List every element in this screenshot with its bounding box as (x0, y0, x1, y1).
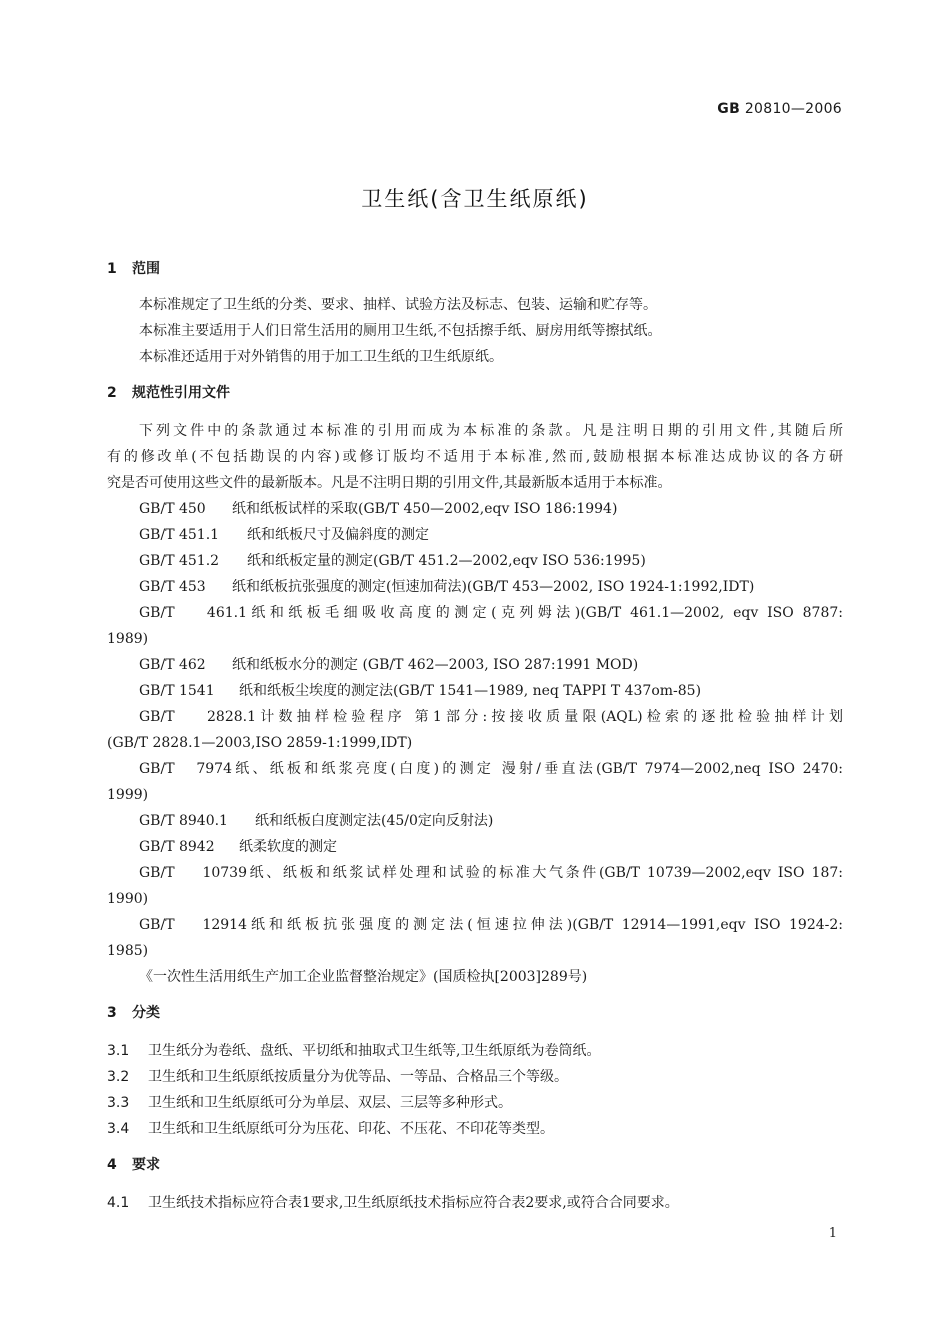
reference-code: GB/T 461.1 (139, 605, 247, 621)
reference-item (107, 574, 843, 600)
section-title: 要求 (132, 1157, 160, 1173)
reference-code: GB/T 451.2 (139, 553, 220, 569)
section-2-heading (107, 380, 843, 406)
reference-title: 纸、纸板和纸浆亮度(白度)的测定 漫射/垂直法(GB/T 7974—2002,neq ISO 2470: (232, 761, 843, 777)
document-code (717, 101, 842, 117)
clause-text: 卫生纸和卫生纸原纸可分为压花、印花、不压花、不印花等类型。 (148, 1121, 554, 1137)
clause-text: 卫生纸和卫生纸原纸按质量分为优等品、一等品、合格品三个等级。 (148, 1069, 568, 1085)
intro-line: 有的修改单(不包括勘误的内容)或修订版均不适用于本标准,然而,鼓励根据本标准达成协议的各方研 (107, 449, 843, 465)
clause-text: 卫生纸和卫生纸原纸可分为单层、双层、三层等多种形式。 (148, 1095, 512, 1111)
reference-title: 纸和纸板尘埃度的测定法(GB/T 1541—1989, neq TAPPI T 437om-85) (239, 683, 702, 699)
section-number: 1 (107, 261, 117, 277)
reference-code: GB/T 8942 (139, 839, 215, 855)
section-number: 2 (107, 385, 117, 401)
reference-code: GB/T 8940.1 (139, 813, 228, 829)
section-title: 范围 (132, 261, 160, 277)
reference-item (107, 496, 843, 522)
reference-continuation: (GB/T 2828.1—2003,ISO 2859-1:1999,IDT) (107, 735, 413, 751)
document-body (107, 256, 843, 1216)
clause-text: 卫生纸分为卷纸、盘纸、平切纸和抽取式卫生纸等,卫生纸原纸为卷筒纸。 (148, 1043, 601, 1059)
clause-item (107, 1064, 843, 1090)
clause-number: 3.4 (107, 1121, 130, 1137)
reference-title: 纸和纸板毛细吸收高度的测定(克列姆法)(GB/T 461.1—2002, eqv ISO 8787: (247, 605, 843, 621)
reference-code: GB/T 1541 (139, 683, 215, 699)
reference-code: GB/T 2828.1 (139, 709, 256, 725)
reference-item (107, 548, 843, 574)
clause-number: 3.2 (107, 1069, 130, 1085)
clause-item (107, 1038, 843, 1064)
reference-title: 纸、纸板和纸浆试样处理和试验的标准大气条件(GB/T 10739—2002,eqv ISO 187: (247, 865, 843, 881)
reference-title: 计数抽样检验程序 第1部分:按接收质量限(AQL)检索的逐批检验抽样计划 (256, 709, 843, 725)
reference-item: 《一次性生活用纸生产加工企业监督整治规定》(国质检执[2003]289号) (139, 969, 588, 985)
reference-code: GB/T 453 (139, 579, 206, 595)
reference-item (107, 704, 843, 730)
reference-item (107, 808, 843, 834)
reference-code: GB/T 7974 (139, 761, 232, 777)
intro-line: 究是否可使用这些文件的最新版本。凡是不注明日期的引用文件,其最新版本适用于本标准。 (107, 475, 672, 491)
reference-item (107, 860, 843, 886)
reference-code: GB/T 462 (139, 657, 206, 673)
reference-title: 纸和纸板定量的测定(GB/T 451.2—2002,eqv ISO 536:1995) (247, 553, 646, 569)
paragraph: 本标准规定了卫生纸的分类、要求、抽样、试验方法及标志、包装、运输和贮存等。 (139, 297, 657, 313)
reference-title: 纸和纸板尺寸及偏斜度的测定 (247, 527, 429, 543)
paragraph: 本标准还适用于对外销售的用于加工卫生纸的卫生纸原纸。 (139, 349, 503, 365)
reference-code: GB/T 450 (139, 501, 206, 517)
reference-title: 纸柔软度的测定 (239, 839, 337, 855)
clause-number: 4.1 (107, 1195, 130, 1211)
clause-number: 3.1 (107, 1043, 130, 1059)
clause-number: 3.3 (107, 1095, 130, 1111)
section-title: 规范性引用文件 (132, 385, 230, 401)
reference-continuation: 1990) (107, 891, 149, 907)
section-title: 分类 (132, 1005, 160, 1021)
section-4-heading (107, 1152, 843, 1178)
reference-item (107, 600, 843, 626)
reference-item (107, 678, 843, 704)
section-number: 3 (107, 1005, 117, 1021)
document-title: 卫生纸(含卫生纸原纸) (361, 187, 589, 211)
reference-item (107, 652, 843, 678)
reference-item (107, 522, 843, 548)
intro-line: 下列文件中的条款通过本标准的引用而成为本标准的条款。凡是注明日期的引用文件,其随后所 (139, 423, 843, 439)
reference-title: 纸和纸板白度测定法(45/0定向反射法) (255, 813, 494, 829)
page-number: 1 (828, 1226, 837, 1241)
reference-title: 纸和纸板水分的测定 (GB/T 462—2003, ISO 287:1991 MOD) (232, 657, 639, 673)
reference-code: GB/T 10739 (139, 865, 247, 881)
section-1-heading (107, 256, 843, 282)
clause-item (107, 1090, 843, 1116)
paragraph: 本标准主要适用于人们日常生活用的厕用卫生纸,不包括擦手纸、厨房用纸等擦拭纸。 (139, 323, 662, 339)
reference-title: 纸和纸板试样的采取(GB/T 450—2002,eqv ISO 186:1994) (232, 501, 618, 517)
clause-item (107, 1116, 843, 1142)
reference-item (107, 756, 843, 782)
clause-text: 卫生纸技术指标应符合表1要求,卫生纸原纸技术指标应符合表2要求,或符合合同要求。 (148, 1195, 679, 1211)
section-number: 4 (107, 1157, 117, 1173)
section-3-heading (107, 1000, 843, 1026)
reference-code: GB/T 12914 (139, 917, 247, 933)
reference-title: 纸和纸板抗张强度的测定法(恒速拉伸法)(GB/T 12914—1991,eqv ISO 1924-2: (247, 917, 843, 933)
reference-item (107, 834, 843, 860)
clause-item (107, 1190, 843, 1216)
reference-continuation: 1989) (107, 631, 149, 647)
reference-item (107, 912, 843, 938)
reference-title: 纸和纸板抗张强度的测定(恒速加荷法)(GB/T 453—2002, ISO 1924-1:1992,IDT) (232, 579, 755, 595)
standard-prefix: GB (717, 101, 741, 117)
reference-continuation: 1985) (107, 943, 149, 959)
reference-code: GB/T 451.1 (139, 527, 220, 543)
standard-number: 20810—2006 (744, 101, 842, 117)
reference-continuation: 1999) (107, 787, 149, 803)
